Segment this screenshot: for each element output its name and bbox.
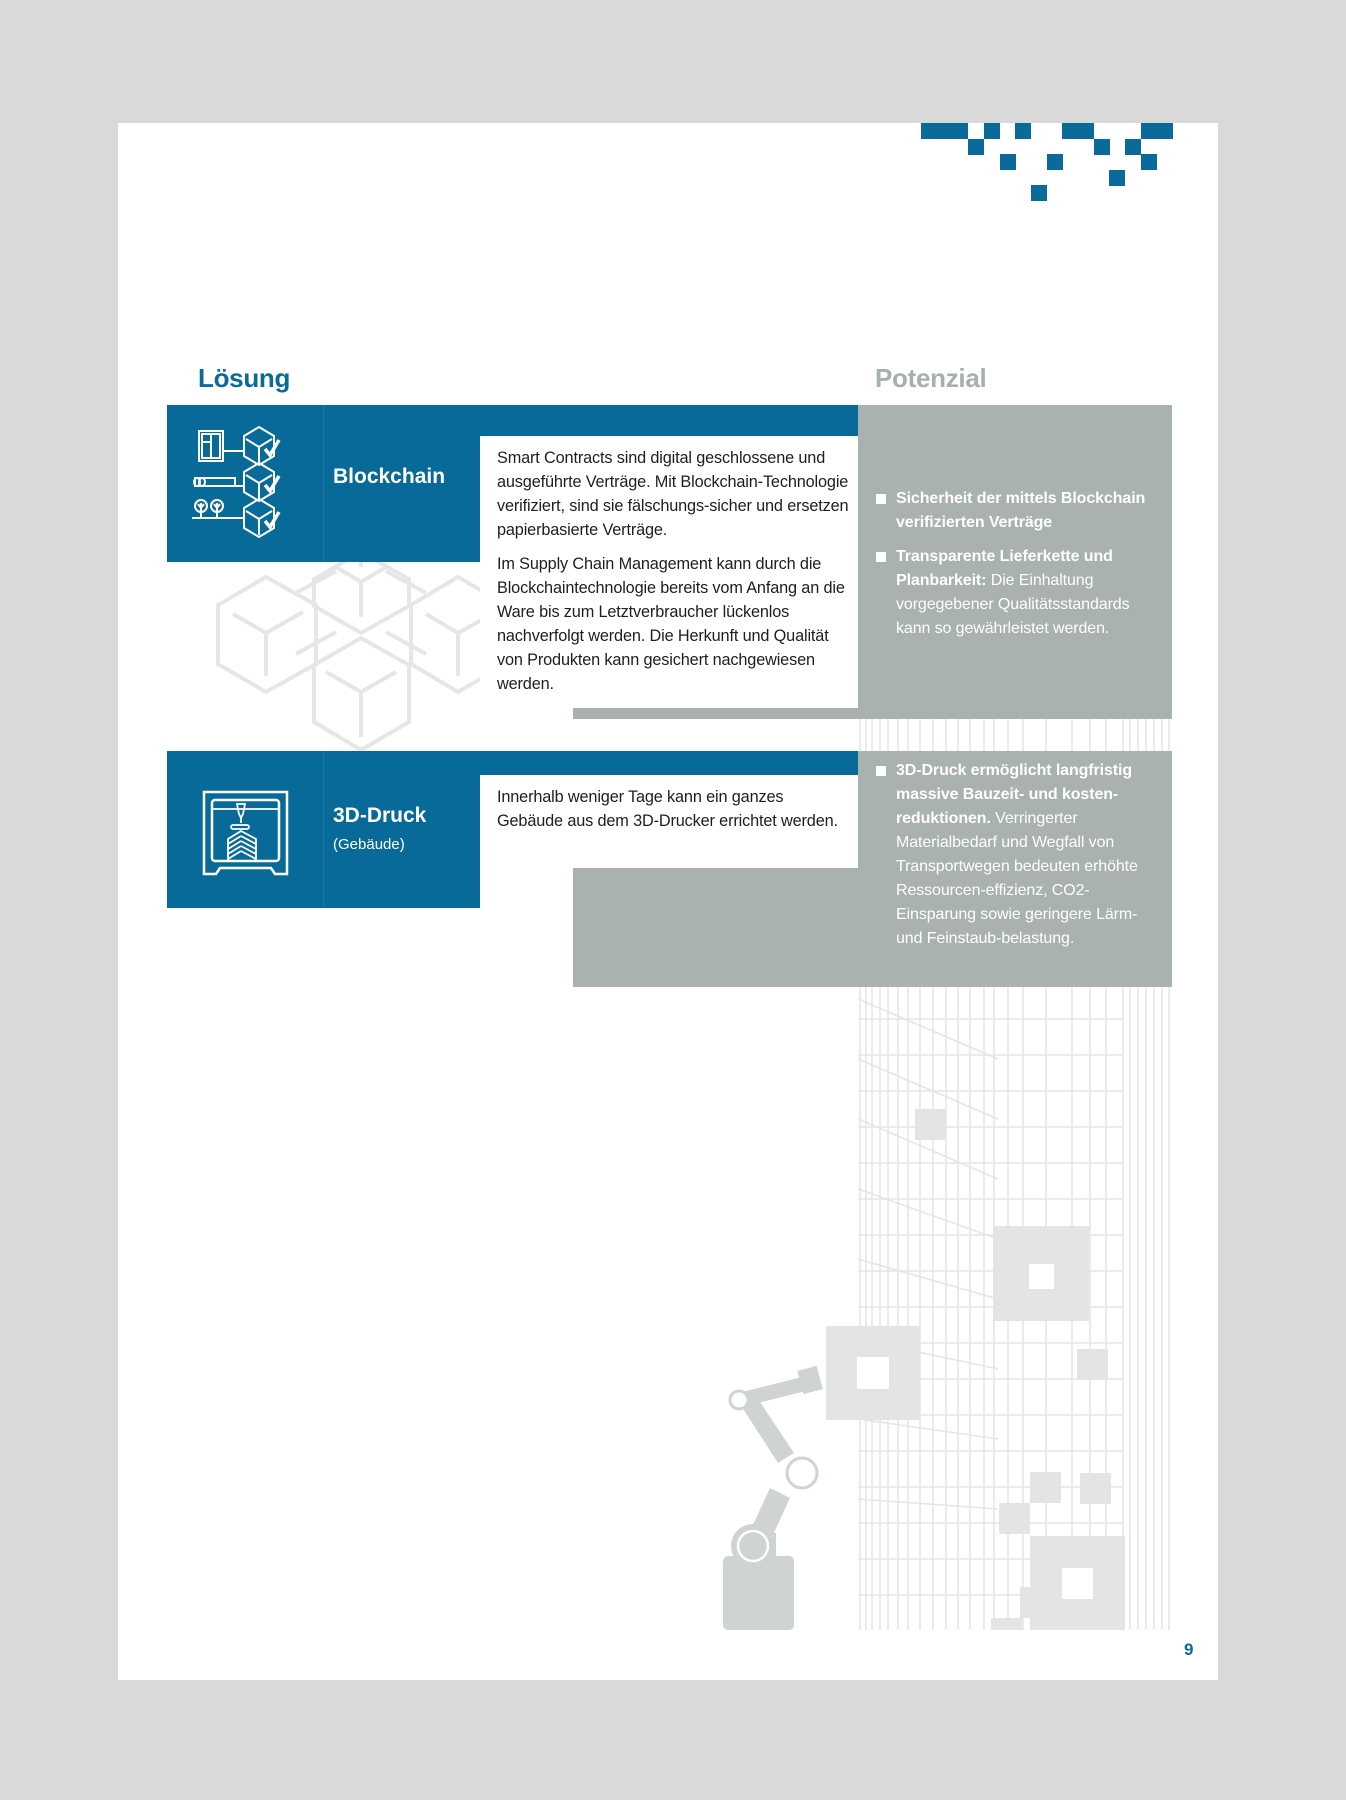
potential-item: Transparente Lieferkette und Planbarkeit: Die Einhaltung vorgegebener Qualitätsstandards kann so gewährleistet werden. bbox=[876, 545, 1166, 641]
3d-print-icon-box bbox=[167, 751, 323, 908]
pixel-pattern-decoration bbox=[921, 123, 1218, 203]
paragraph: Innerhalb weniger Tage kann ein ganzes Gebäude aus dem 3D-Drucker errichtet werden. bbox=[497, 788, 838, 830]
column-divider bbox=[323, 405, 324, 562]
description-text bbox=[497, 785, 852, 843]
column-divider bbox=[323, 751, 324, 908]
robot-arm-illustration bbox=[718, 1363, 838, 1633]
description-box bbox=[480, 436, 858, 708]
potential-item: Sicherheit der mittels Blockchain verifizierten Verträge bbox=[876, 487, 1166, 535]
description-box bbox=[480, 775, 858, 868]
3d-print-label-box bbox=[323, 751, 480, 908]
potential-item: 3D-Druck ermöglicht langfristig massive Bauzeit- und kosten-reduktionen. Verringerter Materialbedarf und Wegfall von Transportwegen bedeuten erhöhte Ressourcen-effizienz, CO2-Einsparung sowie geringere Lärm- und Feinstaub-belastung. bbox=[876, 759, 1168, 951]
3d-printer-icon bbox=[167, 751, 323, 908]
bullet-square-icon bbox=[876, 494, 886, 504]
solution-header: Lösung bbox=[198, 363, 291, 393]
building-block-decoration bbox=[826, 1326, 920, 1420]
brochure-page bbox=[118, 123, 1218, 1680]
potential-list bbox=[876, 759, 1168, 961]
potential-panel bbox=[858, 751, 1172, 987]
building-block-decoration bbox=[1077, 1349, 1108, 1380]
potential-header: Potenzial bbox=[875, 363, 987, 393]
building-block-decoration bbox=[999, 1503, 1030, 1534]
cube-pattern-decoration bbox=[196, 562, 486, 757]
bullet-square-icon bbox=[876, 766, 886, 776]
paragraph: Smart Contracts sind digital geschlossene und ausgeführte Verträge. Mit Blockchain-Technologie verifiziert, sind sie fälschungs-sicher und ersetzen papierbasierte Verträge. bbox=[497, 449, 849, 539]
page-number: 9 bbox=[1184, 1640, 1194, 1659]
building-block-decoration bbox=[1030, 1536, 1125, 1630]
gray-accent-strip bbox=[573, 708, 858, 719]
topic-title: 3D-Druck bbox=[333, 804, 427, 827]
gray-accent-block bbox=[573, 868, 858, 987]
blockchain-label-box bbox=[323, 405, 480, 562]
blockchain-icon-box bbox=[167, 405, 323, 562]
bullet-square-icon bbox=[876, 552, 886, 562]
building-block-decoration bbox=[1030, 1472, 1061, 1503]
blockchain-contracts-icon bbox=[167, 405, 323, 562]
potential-list bbox=[876, 487, 1166, 651]
paragraph: Im Supply Chain Management kann durch die Blockchaintechnologie bereits vom Anfang an die Ware bis zum Letztverbraucher lückenlos nachverfolgt werden. Die Herkunft und Qualität von Produkten kann gesichert nachgewiesen werden. bbox=[497, 555, 845, 693]
potential-panel bbox=[858, 405, 1172, 719]
topic-subtitle: (Gebäude) bbox=[333, 836, 405, 853]
description-text bbox=[497, 446, 852, 706]
topic-title: Blockchain bbox=[333, 465, 446, 488]
